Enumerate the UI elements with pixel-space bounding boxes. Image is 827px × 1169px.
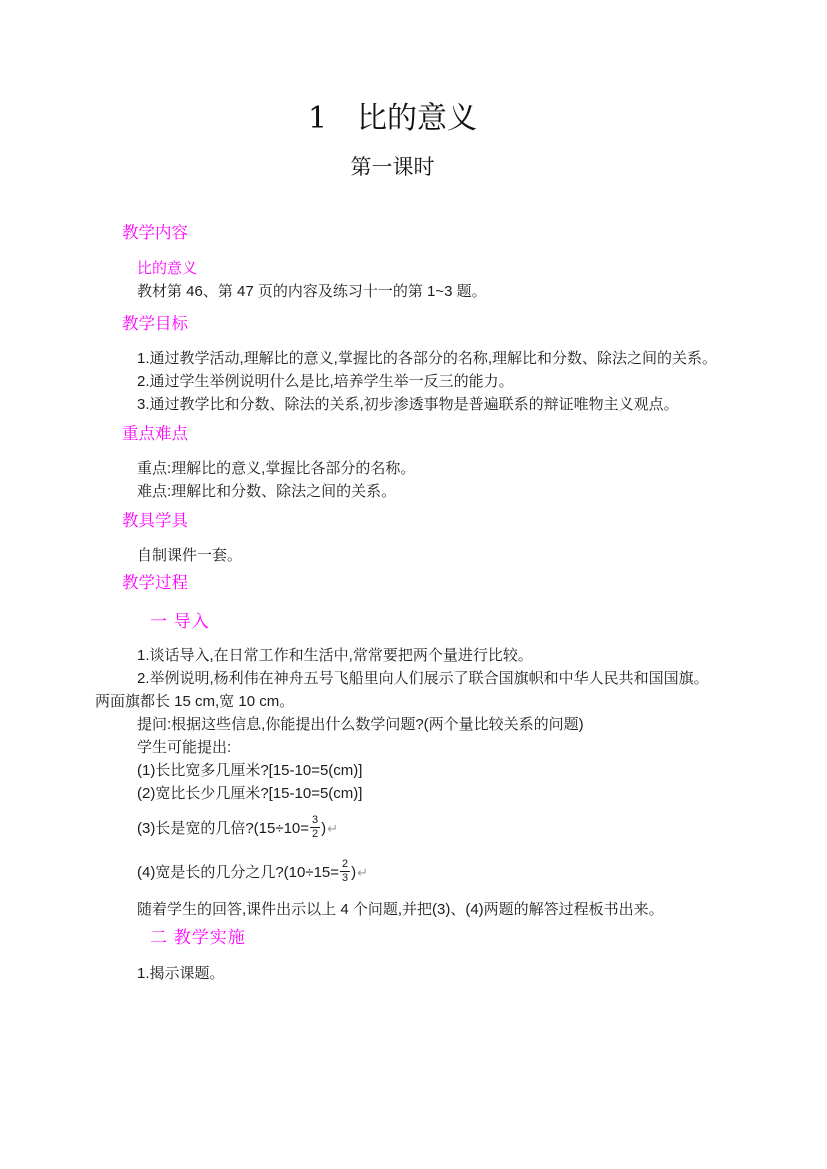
question-3-close: ): [321, 819, 327, 837]
key-point-item: 重点:理解比的意义,掌握比各部分的名称。: [137, 460, 416, 477]
objective-item: 2.通过学生举例说明什么是比,培养学生举一反三的能力。: [137, 373, 514, 390]
subsection-heading-lead-in: 一 导入: [150, 612, 210, 631]
process-line: 提问:根据这些信息,你能提出什么数学问题?(两个量比较关系的问题): [137, 716, 584, 733]
fraction-two-thirds: $\frac{2}{3}$: [342, 857, 349, 884]
question-line-4: [95, 853, 730, 891]
key-point-item: 难点:理解比和分数、除法之间的关系。: [137, 483, 397, 500]
objective-item: 3.通过教学比和分数、除法的关系,初步渗透事物是普遍联系的辩证唯物主义观点。: [137, 396, 679, 413]
section-heading-teaching-aids: 教具学具: [122, 512, 188, 530]
question-line-2: (2)宽比长少几厘米?[15-10=5(cm)]: [137, 785, 363, 802]
section-heading-teaching-objectives: 教学目标: [122, 315, 188, 333]
topic-title: 比的意义: [137, 260, 198, 277]
aids-body-line: 自制课件一套。: [137, 547, 243, 564]
process-closing-line: 随着学生的回答,课件出示以上 4 个问题,并把(3)、(4)两题的解答过程板书出来。: [137, 901, 664, 918]
return-mark-icon: ↵: [327, 820, 339, 836]
process-line: 2.举例说明,杨利伟在神舟五号飞船里向人们展示了联合国旗帜和中华人民共和国国旗。: [137, 670, 709, 687]
question-line-1: (1)长比宽多几厘米?[15-10=5(cm)]: [137, 762, 363, 779]
process-line: 学生可能提出:: [137, 739, 232, 756]
question-3-text: (3)长是宽的几倍?(15÷10=: [137, 819, 310, 837]
question-line-3: [95, 809, 730, 847]
return-mark-icon: ↵: [357, 864, 369, 880]
content-body-line: 教材第 46、第 47 页的内容及练习十一的第 1~3 题。: [137, 283, 487, 300]
section-heading-teaching-content: 教学内容: [122, 224, 188, 242]
process-line-continuation: 两面旗都长 15 cm,宽 10 cm。: [95, 693, 295, 710]
question-4-text: (4)宽是长的几分之几?(10÷15=: [137, 863, 340, 881]
section-heading-teaching-process: 教学过程: [122, 574, 188, 592]
page-subtitle: 第一课时: [350, 155, 435, 179]
process-line: 1.谈话导入,在日常工作和生活中,常常要把两个量进行比较。: [137, 647, 533, 664]
subsection-heading-teaching-implementation: 二 教学实施: [150, 928, 246, 947]
page-title: 1 比的意义: [307, 101, 478, 136]
fraction-three-halves: $\frac{3}{2}$: [312, 813, 319, 840]
section-heading-key-points: 重点难点: [122, 425, 188, 443]
process-line: 1.揭示课题。: [137, 965, 225, 982]
question-4-close: ): [351, 863, 357, 881]
objective-item: 1.通过教学活动,理解比的意义,掌握比的各部分的名称,理解比和分数、除法之间的关系。: [137, 350, 718, 367]
